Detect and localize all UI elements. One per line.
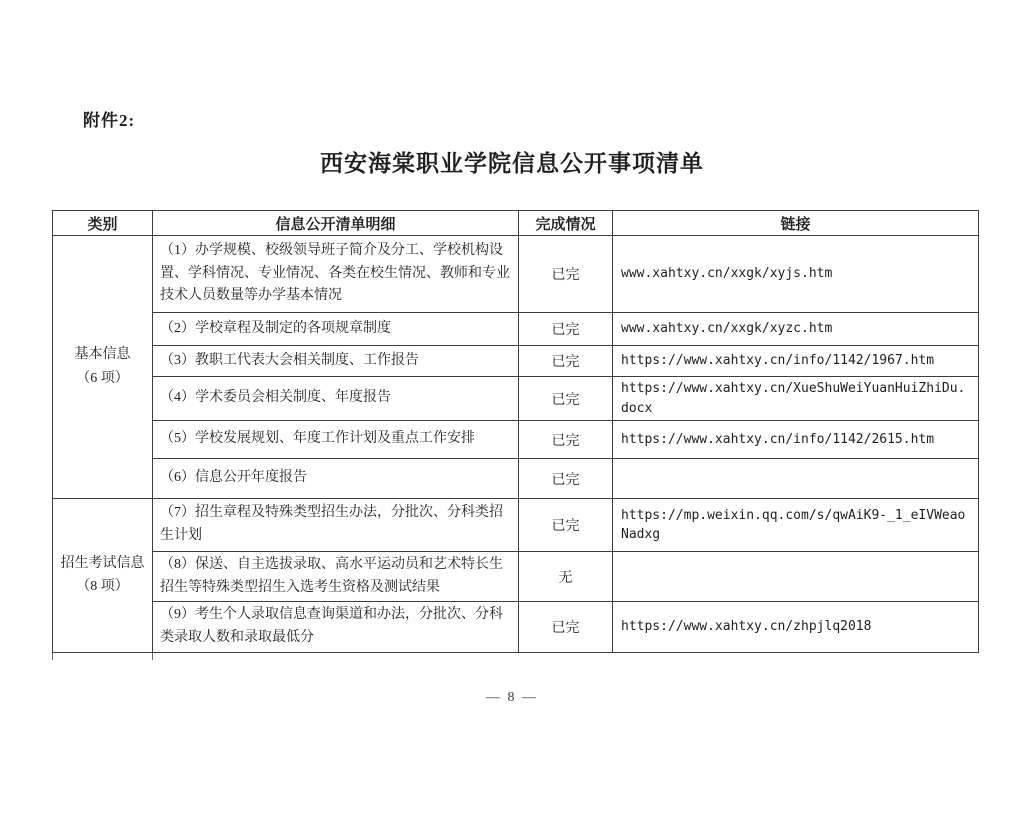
table-row [53, 421, 979, 459]
detail-cell: （5）学校发展规划、年度工作计划及重点工作安排 [153, 421, 519, 459]
status-cell: 已完 [519, 421, 613, 459]
category-name: 招生考试信息 [60, 555, 145, 571]
link-cell: https://www.xahtxy.cn/info/1142/1967.htm [613, 346, 979, 377]
column-header-detail: 信息公开清单明细 [153, 211, 519, 236]
page-title: 西安海棠职业学院信息公开事项清单 [320, 151, 704, 176]
link-cell: https://www.xahtxy.cn/info/1142/2615.htm [613, 421, 979, 459]
table-row [53, 346, 979, 377]
detail-cell: （8）保送、自主选拔录取、高水平运动员和艺术特长生招生等特殊类型招生入选考生资格及测试结果 [153, 552, 519, 602]
detail-cell: （1）办学规模、校级领导班子简介及分工、学校机构设置、学科情况、专业情况、各类在校生情况、教师和专业技术人员数量等办学基本情况 [153, 236, 519, 313]
status-cell: 已完 [519, 459, 613, 499]
table-row [53, 377, 979, 421]
status-cell: 已完 [519, 499, 613, 552]
link-cell [613, 459, 979, 499]
detail-cell: （2）学校章程及制定的各项规章制度 [153, 313, 519, 346]
column-header-status: 完成情况 [519, 211, 613, 236]
link-cell: www.xahtxy.cn/xxgk/xyzc.htm [613, 313, 979, 346]
category-count: （6 项） [76, 371, 129, 386]
table-row [53, 236, 979, 313]
status-cell: 已完 [519, 346, 613, 377]
link-cell: https://www.xahtxy.cn/XueShuWeiYuanHuiZhiDu.docx [613, 377, 979, 421]
column-header-category: 类别 [53, 211, 153, 236]
table-row [53, 602, 979, 652]
category-cell-basic-info [53, 236, 153, 499]
table-row [53, 552, 979, 602]
status-cell: 已完 [519, 602, 613, 652]
status-cell: 已完 [519, 377, 613, 421]
detail-cell: （3）教职工代表大会相关制度、工作报告 [153, 346, 519, 377]
link-cell: www.xahtxy.cn/xxgk/xyjs.htm [613, 236, 979, 313]
detail-cell: （9）考生个人录取信息查询渠道和办法，分批次、分科类录取人数和录取最低分 [153, 602, 519, 652]
table-row [53, 313, 979, 346]
disclosure-table [52, 210, 979, 653]
detail-cell: （7）招生章程及特殊类型招生办法，分批次、分科类招生计划 [153, 499, 519, 552]
table-row [53, 459, 979, 499]
column-header-link: 链接 [613, 211, 979, 236]
link-cell: https://www.xahtxy.cn/zhpjlq2018 [613, 602, 979, 652]
link-cell [613, 552, 979, 602]
table-header-row [53, 211, 979, 236]
category-cell-admissions-info [53, 499, 153, 653]
link-cell: https://mp.weixin.qq.com/s/qwAiK9-_1_eIVWeaoNadxg [613, 499, 979, 552]
category-count: （8 项） [76, 579, 129, 595]
table-row [53, 499, 979, 552]
detail-cell: （4）学术委员会相关制度、年度报告 [153, 377, 519, 421]
page-number: — 8 — [486, 689, 538, 705]
detail-cell: （6）信息公开年度报告 [153, 459, 519, 499]
category-name: 基本信息 [74, 347, 131, 363]
status-cell: 已完 [519, 236, 613, 313]
status-cell: 无 [519, 552, 613, 602]
page-break-table-edge [52, 653, 153, 660]
status-cell: 已完 [519, 313, 613, 346]
attachment-label: 附件2: [83, 111, 136, 130]
